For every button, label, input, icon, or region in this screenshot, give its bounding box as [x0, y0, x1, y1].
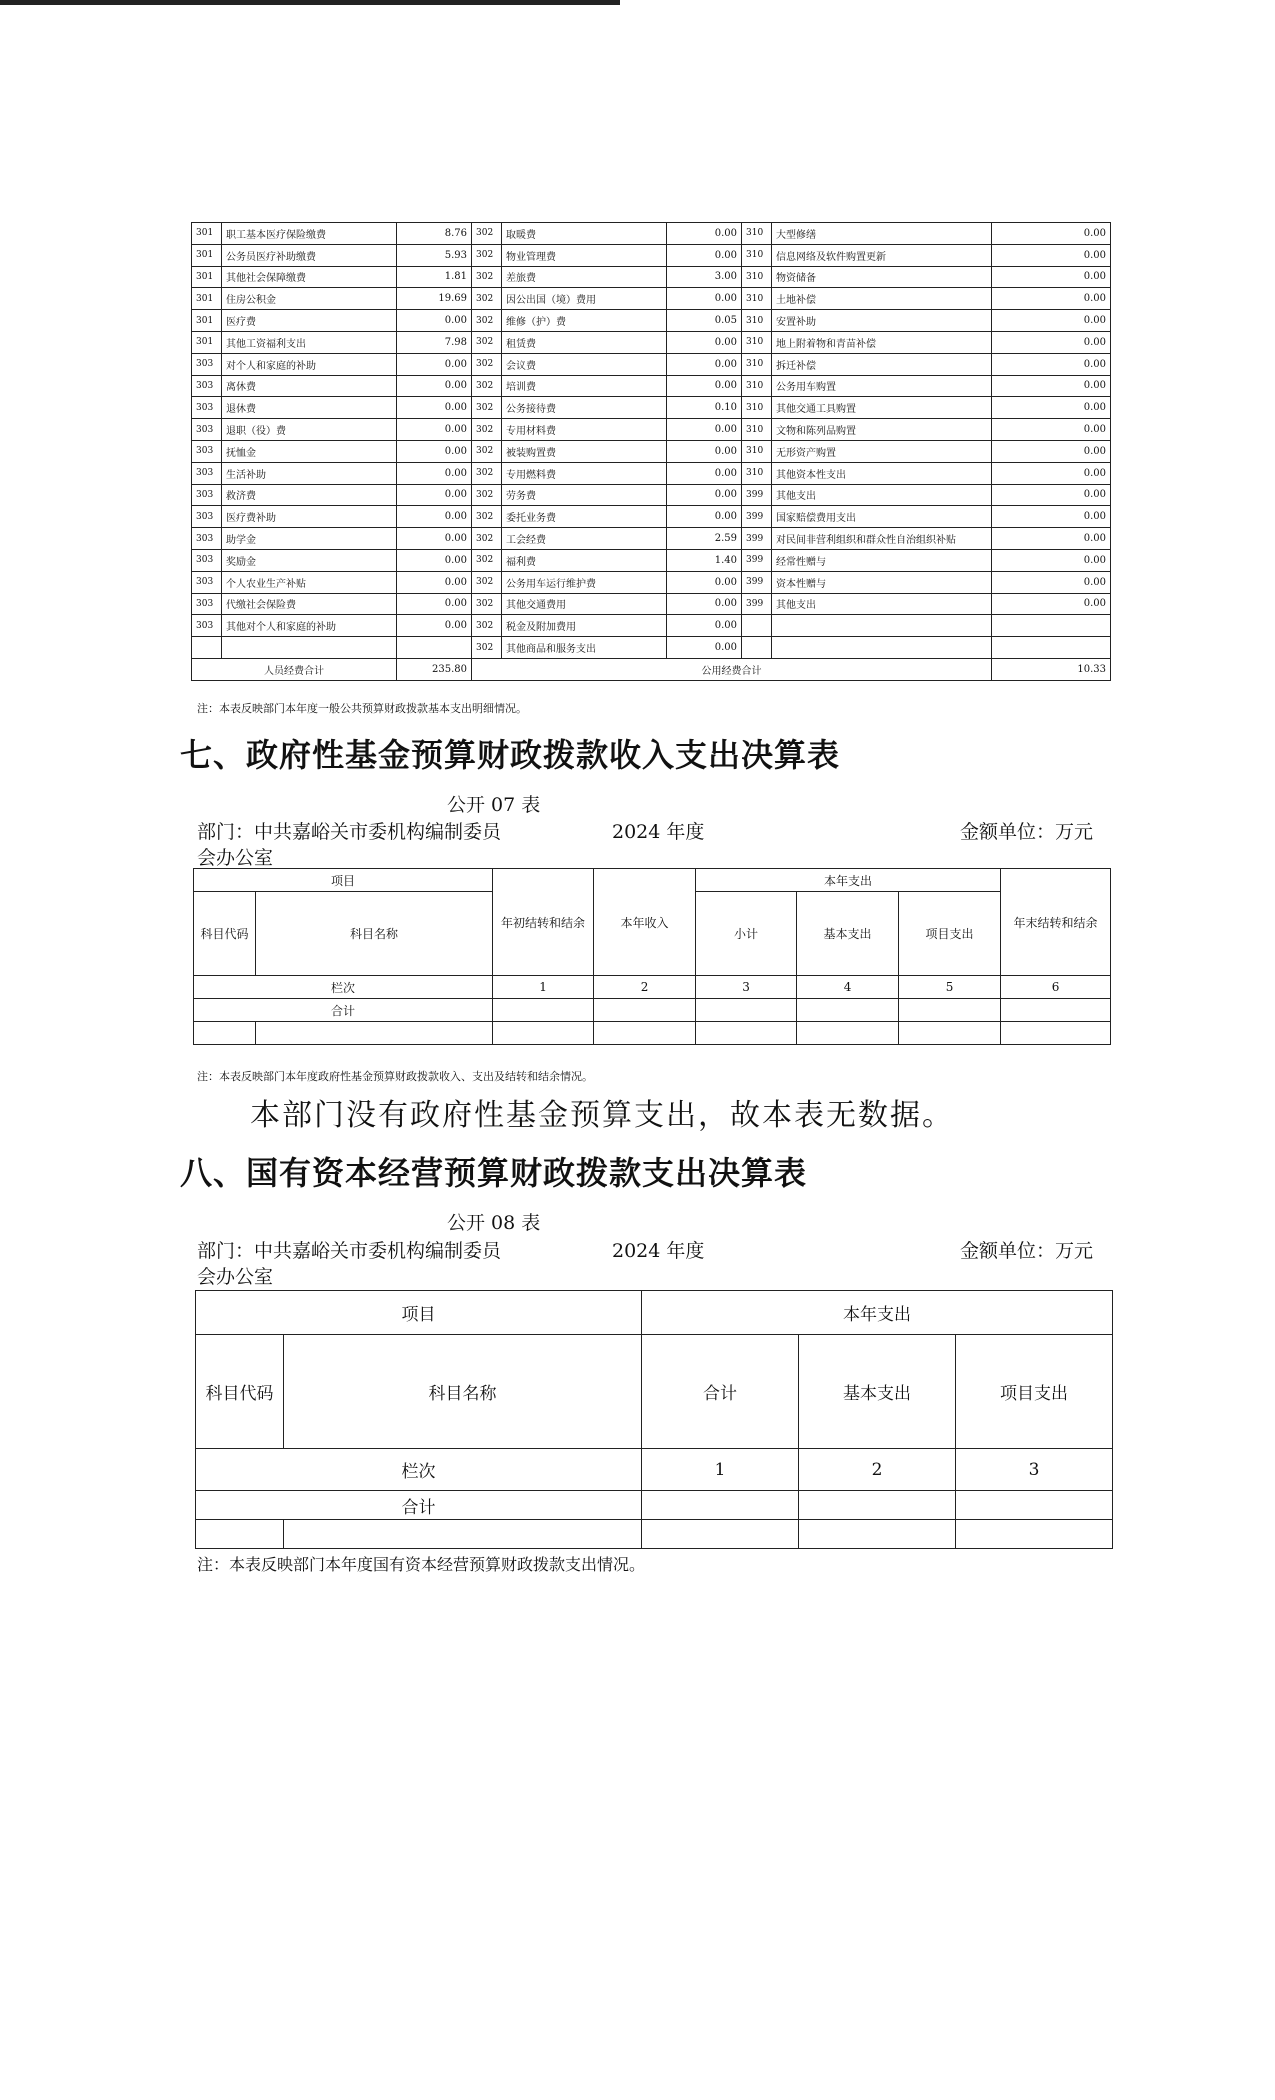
detail-amt-cell [397, 637, 472, 659]
section7-note: 注：本表反映部门本年度政府性基金预算财政拨款收入、支出及结转和结余情况。 [197, 1070, 593, 1083]
section8-dept-cont: 会办公室 [197, 1266, 274, 1288]
t7-row-label: 栏次 [194, 976, 493, 999]
detail-name-cell: 差旅费 [502, 266, 667, 288]
detail-amt-cell: 0.00 [667, 419, 742, 441]
section7-dept-cont: 会办公室 [197, 847, 274, 869]
detail-name-cell: 抚恤金 [222, 440, 397, 462]
detail-row [192, 528, 1111, 550]
detail-amt-cell: 0.00 [667, 637, 742, 659]
t8-row-label: 栏次 [196, 1449, 642, 1491]
detail-name-cell: 公务用车购置 [772, 375, 992, 397]
t8-h-total: 合计 [642, 1335, 799, 1449]
detail-name-cell: 奖励金 [222, 549, 397, 571]
detail-name-cell: 文物和陈列品购置 [772, 419, 992, 441]
detail-amt-cell: 0.00 [667, 462, 742, 484]
t7-h-end: 年末结转和结余 [1001, 869, 1111, 976]
t8-h-name: 科目名称 [284, 1335, 642, 1449]
t7-h-sub: 小计 [696, 892, 797, 976]
section8-year: 2024 年度 [612, 1240, 705, 1262]
detail-name-cell: 医疗费补助 [222, 506, 397, 528]
detail-name-cell: 专用材料费 [502, 419, 667, 441]
detail-name-cell: 租赁费 [502, 331, 667, 353]
detail-row [192, 244, 1111, 266]
detail-name-cell: 公务用车运行维护费 [502, 571, 667, 593]
detail-code-cell: 303 [192, 397, 222, 419]
detail-amt-cell: 0.00 [667, 375, 742, 397]
detail-amt-cell: 0.00 [992, 484, 1111, 506]
detail-amt-cell: 0.00 [992, 223, 1111, 245]
detail-code-cell: 302 [472, 462, 502, 484]
detail-amt-cell: 0.00 [397, 440, 472, 462]
detail-name-cell: 物业管理费 [502, 244, 667, 266]
detail-name-cell: 住房公积金 [222, 288, 397, 310]
detail-name-cell: 其他商品和服务支出 [502, 637, 667, 659]
detail-code-cell: 302 [472, 637, 502, 659]
detail-amt-cell: 0.00 [667, 331, 742, 353]
detail-code-cell: 302 [472, 266, 502, 288]
detail-amt-cell: 0.00 [667, 571, 742, 593]
detail-amt-cell: 0.00 [667, 615, 742, 637]
section7-dept: 部门：中共嘉峪关市委机构编制委员 [197, 821, 502, 843]
detail-code-cell: 310 [742, 440, 772, 462]
detail-code-cell: 303 [192, 549, 222, 571]
section8-unit: 金额单位：万元 [960, 1240, 1094, 1262]
detail-name-cell: 对民间非营利组织和群众性自治组织补贴 [772, 528, 992, 550]
detail-code-cell: 303 [192, 419, 222, 441]
detail-code-cell: 310 [742, 266, 772, 288]
detail-code-cell: 301 [192, 244, 222, 266]
detail-code-cell: 302 [472, 419, 502, 441]
detail-row [192, 506, 1111, 528]
detail-name-cell: 其他支出 [772, 484, 992, 506]
detail-name-cell: 其他对个人和家庭的补助 [222, 615, 397, 637]
detail-name-cell: 被装购置费 [502, 440, 667, 462]
detail-amt-cell: 0.00 [397, 549, 472, 571]
detail-row [192, 637, 1111, 659]
t7-col-1: 1 [493, 976, 594, 999]
detail-amt-cell: 5.93 [397, 244, 472, 266]
t7-h-expense: 本年支出 [696, 869, 1001, 892]
detail-row [192, 331, 1111, 353]
detail-name-cell: 物资储备 [772, 266, 992, 288]
total-public-value: 10.33 [992, 658, 1111, 680]
detail-amt-cell: 0.00 [397, 462, 472, 484]
t7-h-name: 科目名称 [256, 892, 493, 976]
detail-amt-cell: 0.00 [992, 549, 1111, 571]
t8-h-project: 项目 [196, 1291, 642, 1335]
detail-amt-cell: 0.00 [667, 223, 742, 245]
detail-amt-cell: 0.00 [992, 506, 1111, 528]
t7-col-5: 5 [899, 976, 1001, 999]
detail-name-cell: 公务接待费 [502, 397, 667, 419]
detail-amt-cell: 0.00 [397, 615, 472, 637]
detail-code-cell: 310 [742, 397, 772, 419]
detail-amt-cell: 0.00 [992, 419, 1111, 441]
basic-expense-detail-table [191, 222, 1111, 681]
detail-name-cell: 福利费 [502, 549, 667, 571]
total-personnel-label: 人员经费合计 [192, 658, 397, 680]
t8-h-code: 科目代码 [196, 1335, 284, 1449]
detail-name-cell: 个人农业生产补贴 [222, 571, 397, 593]
detail-amt-cell [992, 637, 1111, 659]
section8-table-no: 公开 08 表 [447, 1212, 541, 1234]
detail-name-cell: 退职（役）费 [222, 419, 397, 441]
section8-note: 注：本表反映部门本年度国有资本经营预算财政拨款支出情况。 [197, 1555, 646, 1574]
detail-name-cell: 因公出国（境）费用 [502, 288, 667, 310]
detail-amt-cell: 0.00 [992, 244, 1111, 266]
detail-name-cell: 无形资产购置 [772, 440, 992, 462]
detail-row [192, 310, 1111, 332]
detail-row [192, 375, 1111, 397]
detail-amt-cell: 0.00 [992, 571, 1111, 593]
detail-code-cell: 302 [472, 528, 502, 550]
detail-amt-cell: 0.00 [992, 593, 1111, 615]
detail-amt-cell: 0.00 [667, 506, 742, 528]
detail-name-cell: 其他支出 [772, 593, 992, 615]
detail-name-cell: 其他资本性支出 [772, 462, 992, 484]
detail-code-cell [192, 637, 222, 659]
gov-fund-table [193, 868, 1111, 1045]
detail-code-cell: 301 [192, 331, 222, 353]
detail-amt-cell: 0.00 [397, 419, 472, 441]
detail-amt-cell: 0.00 [992, 288, 1111, 310]
detail-amt-cell: 0.00 [397, 310, 472, 332]
detail-code-cell: 303 [192, 462, 222, 484]
detail-code-cell: 310 [742, 244, 772, 266]
detail-code-cell: 303 [192, 615, 222, 637]
detail-amt-cell: 1.81 [397, 266, 472, 288]
detail-amt-cell: 19.69 [397, 288, 472, 310]
t7-h-begin: 年初结转和结余 [493, 869, 594, 976]
section8-dept: 部门：中共嘉峪关市委机构编制委员 [197, 1240, 502, 1262]
detail-code-cell: 301 [192, 288, 222, 310]
detail-name-cell [772, 615, 992, 637]
detail-name-cell: 土地补偿 [772, 288, 992, 310]
detail-code-cell: 310 [742, 375, 772, 397]
section7-year: 2024 年度 [612, 821, 705, 843]
detail-name-cell: 资本性赠与 [772, 571, 992, 593]
section7-no-data: 本部门没有政府性基金预算支出，故本表无数据。 [250, 1098, 954, 1133]
detail-amt-cell: 0.00 [397, 353, 472, 375]
detail-row [192, 223, 1111, 245]
detail-row [192, 549, 1111, 571]
detail-name-cell: 助学金 [222, 528, 397, 550]
t8-total-label: 合计 [196, 1491, 642, 1520]
detail-name-cell: 离休费 [222, 375, 397, 397]
detail-amt-cell: 0.00 [992, 462, 1111, 484]
t7-col-4: 4 [797, 976, 899, 999]
detail-name-cell: 其他工资福利支出 [222, 331, 397, 353]
detail-row [192, 288, 1111, 310]
detail-code-cell: 301 [192, 266, 222, 288]
detail-code-cell: 399 [742, 549, 772, 571]
section8-title: 八、国有资本经营预算财政拨款支出决算表 [180, 1154, 808, 1192]
t8-h-expense: 本年支出 [642, 1291, 1113, 1335]
top-rule [0, 0, 620, 5]
detail-amt-cell: 0.00 [992, 266, 1111, 288]
detail-code-cell [742, 637, 772, 659]
detail-code-cell: 303 [192, 528, 222, 550]
detail-name-cell: 委托业务费 [502, 506, 667, 528]
detail-name-cell: 维修（护）费 [502, 310, 667, 332]
detail-code-cell: 303 [192, 593, 222, 615]
detail-code-cell: 303 [192, 571, 222, 593]
detail-code-cell: 303 [192, 353, 222, 375]
detail-code-cell: 302 [472, 549, 502, 571]
detail-code-cell: 302 [472, 615, 502, 637]
detail-amt-cell: 2.59 [667, 528, 742, 550]
detail-amt-cell: 0.00 [667, 353, 742, 375]
detail-code-cell: 303 [192, 440, 222, 462]
detail-name-cell [222, 637, 397, 659]
detail-code-cell: 399 [742, 593, 772, 615]
t7-total-label: 合计 [194, 999, 493, 1022]
detail-code-cell: 399 [742, 571, 772, 593]
detail-amt-cell: 0.00 [397, 506, 472, 528]
detail-amt-cell: 0.00 [397, 397, 472, 419]
detail-row [192, 266, 1111, 288]
detail-name-cell: 地上附着物和青苗补偿 [772, 331, 992, 353]
t7-h-basic: 基本支出 [797, 892, 899, 976]
detail-code-cell: 302 [472, 571, 502, 593]
detail-note: 注：本表反映部门本年度一般公共预算财政拨款基本支出明细情况。 [197, 702, 527, 715]
detail-name-cell: 培训费 [502, 375, 667, 397]
detail-row [192, 484, 1111, 506]
detail-amt-cell: 0.00 [667, 288, 742, 310]
total-public-label: 公用经费合计 [472, 658, 992, 680]
detail-row [192, 397, 1111, 419]
detail-name-cell: 安置补助 [772, 310, 992, 332]
detail-name-cell: 工会经费 [502, 528, 667, 550]
detail-code-cell: 303 [192, 484, 222, 506]
t8-col-2: 2 [799, 1449, 956, 1491]
totals-row [192, 658, 1111, 680]
t7-h-project: 项目 [194, 869, 493, 892]
detail-code-cell: 302 [472, 593, 502, 615]
t7-h-income: 本年收入 [594, 869, 696, 976]
detail-amt-cell [992, 615, 1111, 637]
detail-code-cell: 301 [192, 310, 222, 332]
detail-amt-cell: 0.00 [992, 353, 1111, 375]
detail-code-cell: 399 [742, 484, 772, 506]
t7-col-2: 2 [594, 976, 696, 999]
detail-amt-cell: 0.05 [667, 310, 742, 332]
t7-col-3: 3 [696, 976, 797, 999]
detail-amt-cell: 0.00 [992, 310, 1111, 332]
total-personnel-value: 235.80 [397, 658, 472, 680]
t8-col-3: 3 [956, 1449, 1113, 1491]
detail-amt-cell: 0.00 [667, 484, 742, 506]
detail-code-cell: 302 [472, 353, 502, 375]
detail-amt-cell: 8.76 [397, 223, 472, 245]
detail-code-cell: 399 [742, 528, 772, 550]
detail-row [192, 440, 1111, 462]
detail-amt-cell: 0.00 [397, 484, 472, 506]
detail-code-cell: 302 [472, 375, 502, 397]
detail-name-cell: 专用燃料费 [502, 462, 667, 484]
detail-code-cell: 302 [472, 244, 502, 266]
detail-name-cell: 医疗费 [222, 310, 397, 332]
detail-amt-cell: 0.00 [992, 375, 1111, 397]
detail-code-cell: 310 [742, 288, 772, 310]
detail-name-cell: 其他社会保障缴费 [222, 266, 397, 288]
detail-code-cell: 310 [742, 462, 772, 484]
detail-name-cell: 会议费 [502, 353, 667, 375]
detail-name-cell: 取暖费 [502, 223, 667, 245]
detail-row [192, 593, 1111, 615]
detail-amt-cell: 3.00 [667, 266, 742, 288]
detail-name-cell: 职工基本医疗保险缴费 [222, 223, 397, 245]
detail-name-cell: 退休费 [222, 397, 397, 419]
detail-name-cell: 拆迁补偿 [772, 353, 992, 375]
detail-name-cell: 其他交通工具购置 [772, 397, 992, 419]
detail-name-cell: 大型修缮 [772, 223, 992, 245]
detail-name-cell: 救济费 [222, 484, 397, 506]
t7-h-proj: 项目支出 [899, 892, 1001, 976]
detail-amt-cell: 0.00 [397, 528, 472, 550]
t8-h-basic: 基本支出 [799, 1335, 956, 1449]
detail-code-cell: 302 [472, 484, 502, 506]
t8-col-1: 1 [642, 1449, 799, 1491]
detail-amt-cell: 0.10 [667, 397, 742, 419]
detail-name-cell [772, 637, 992, 659]
detail-amt-cell: 0.00 [397, 375, 472, 397]
detail-name-cell: 税金及附加费用 [502, 615, 667, 637]
detail-code-cell: 399 [742, 506, 772, 528]
detail-amt-cell: 0.00 [397, 571, 472, 593]
detail-code-cell: 302 [472, 397, 502, 419]
detail-code-cell: 302 [472, 440, 502, 462]
section7-unit: 金额单位：万元 [960, 821, 1094, 843]
detail-code-cell: 302 [472, 223, 502, 245]
detail-name-cell: 代缴社会保险费 [222, 593, 397, 615]
section7-table-no: 公开 07 表 [447, 794, 541, 816]
detail-name-cell: 对个人和家庭的补助 [222, 353, 397, 375]
detail-row [192, 353, 1111, 375]
detail-amt-cell: 1.40 [667, 549, 742, 571]
t8-h-proj: 项目支出 [956, 1335, 1113, 1449]
detail-name-cell: 经常性赠与 [772, 549, 992, 571]
detail-code-cell: 303 [192, 375, 222, 397]
detail-amt-cell: 0.00 [992, 397, 1111, 419]
detail-code-cell: 302 [472, 331, 502, 353]
detail-name-cell: 国家赔偿费用支出 [772, 506, 992, 528]
t7-h-code: 科目代码 [194, 892, 256, 976]
detail-code-cell: 310 [742, 419, 772, 441]
detail-row [192, 462, 1111, 484]
detail-code-cell: 310 [742, 331, 772, 353]
detail-code-cell: 303 [192, 506, 222, 528]
t7-col-6: 6 [1001, 976, 1111, 999]
detail-amt-cell: 0.00 [992, 528, 1111, 550]
detail-code-cell: 302 [472, 288, 502, 310]
section7-title: 七、政府性基金预算财政拨款收入支出决算表 [180, 736, 841, 774]
detail-name-cell: 信息网络及软件购置更新 [772, 244, 992, 266]
detail-amt-cell: 0.00 [397, 593, 472, 615]
detail-code-cell: 310 [742, 353, 772, 375]
detail-name-cell: 生活补助 [222, 462, 397, 484]
detail-row [192, 615, 1111, 637]
detail-code-cell: 310 [742, 310, 772, 332]
detail-row [192, 571, 1111, 593]
detail-amt-cell: 7.98 [397, 331, 472, 353]
detail-name-cell: 其他交通费用 [502, 593, 667, 615]
detail-amt-cell: 0.00 [667, 593, 742, 615]
detail-name-cell: 公务员医疗补助缴费 [222, 244, 397, 266]
detail-name-cell: 劳务费 [502, 484, 667, 506]
detail-amt-cell: 0.00 [667, 244, 742, 266]
detail-code-cell: 310 [742, 223, 772, 245]
state-capital-table [195, 1290, 1113, 1549]
detail-amt-cell: 0.00 [992, 331, 1111, 353]
detail-code-cell: 302 [472, 310, 502, 332]
detail-code-cell [742, 615, 772, 637]
detail-code-cell: 301 [192, 223, 222, 245]
detail-amt-cell: 0.00 [992, 440, 1111, 462]
detail-amt-cell: 0.00 [667, 440, 742, 462]
detail-row [192, 419, 1111, 441]
detail-code-cell: 302 [472, 506, 502, 528]
